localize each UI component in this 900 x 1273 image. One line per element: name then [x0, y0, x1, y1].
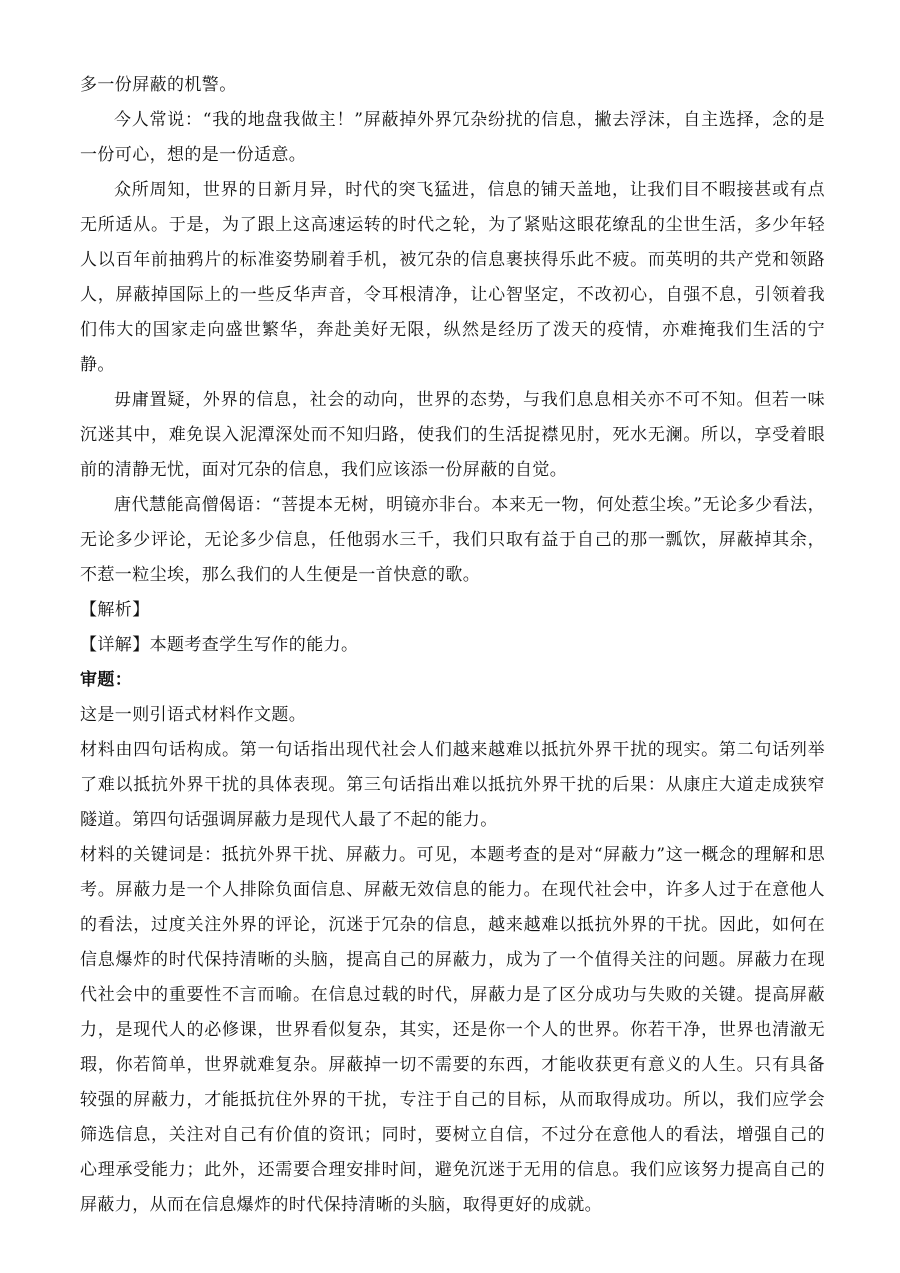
paragraph-undoubtedly: 毋庸置疑，外界的信息，社会的动向，世界的态势，与我们息息相关亦不可不知。但若一味沉迷其中，难免误入泥潭深处而不知归路，使我们的生活捉襟见肘，死水无澜。所以，享受着眼前的清静无忧，面对冗杂的信息，我们应该添一份屏蔽的自觉。 — [80, 390, 825, 480]
material-keyword-paragraph: 材料的关键词是：抵抗外界干扰、屏蔽力。可见，本题考查的是对“屏蔽力”这一概念的理解和思考。屏蔽力是一个人排除负面信息、屏蔽无效信息的能力。在现代社会中，许多人过于在意他人的看法，过度关注外界的评论，沉迷于冗杂的信息，越来越难以抵抗外界的干扰。因此，如何在信息爆炸的时代保持清晰的头脑，提高自己的屏蔽力，成为了一个值得关注的问题。屏蔽力在现代社会中的重要性不言而喻。在信息过载的时代，屏蔽力是了区分成功与失败的关键。提高屏蔽力，是现代人的必修课，世界看似复杂，其实，还是你一个人的世界。你若干净，世界也清澈无瑕，你若简单，世界就难复杂。屏蔽掉一切不需要的东西，才能收获更有意义的人生。只有具备较强的屏蔽力，才能抵抗住外界的干扰，专注于自己的目标，从而取得成功。所以，我们应学会筛选信息，关注对自己有价值的资讯；同时，要树立自信，不过分在意他人的看法，增强自己的心理承受能力；此外，还需要合理安排时间，避免沉迷于无用的信息。我们应该努力提高自己的屏蔽力，从而在信息爆炸的时代保持清晰的头脑，取得更好的成就。 — [80, 845, 825, 1215]
detail-line: 【详解】本题考查学生写作的能力。 — [80, 635, 359, 655]
review-heading: 审题： — [80, 670, 133, 690]
paragraph-huineng-verse: 唐代慧能高僧偈语：“菩提本无树，明镜亦非台。本来无一物，何处惹尘埃。”无论多少看法，无论多少评论，无论多少信息，任他弱水三千，我们只取有益于自己的那一瓢饮，屏蔽掉其余，不惹一粒尘埃，那么我们的人生便是一首快意的歌。 — [80, 495, 825, 585]
paragraph-information-age: 众所周知，世界的日新月异，时代的突飞猛进，信息的铺天盖地，让我们目不暇接甚或有点无所适从。于是，为了跟上这高速运转的时代之轮，为了紧贴这眼花缭乱的尘世生活，多少年轻人以百年前抽鸦片的标准姿势刷着手机，被冗杂的信息裹挟得乐此不疲。而英明的共产党和领路人，屏蔽掉国际上的一些反华声音，令耳根清净，让心智坚定，不改初心，自强不息，引领着我们伟大的国家走向盛世繁华，奔赴美好无限，纵然是经历了泼天的疫情，亦难掩我们生活的宁静。 — [80, 180, 825, 375]
paragraph-quote-my-domain: 今人常说：“我的地盘我做主！”屏蔽掉外界冗杂纷扰的信息，撇去浮沫，自主选择，念的是一份可心，想的是一份适意。 — [80, 110, 825, 165]
material-structure-paragraph: 材料由四句话构成。第一句话指出现代社会人们越来越难以抵抗外界干扰的现实。第二句话列举了难以抵抗外界干扰的具体表现。第三句话指出难以抵抗外界干扰的后果：从康庄大道走成狭窄隧道。第四句话强调屏蔽力是现代人最了不起的能力。 — [80, 740, 825, 830]
document-page — [80, 68, 825, 1223]
question-type-line: 这是一则引语式材料作文题。 — [80, 705, 307, 725]
analysis-heading: 【解析】 — [80, 600, 150, 620]
paragraph-intro-line: 多一份屏蔽的机警。 — [80, 75, 237, 95]
